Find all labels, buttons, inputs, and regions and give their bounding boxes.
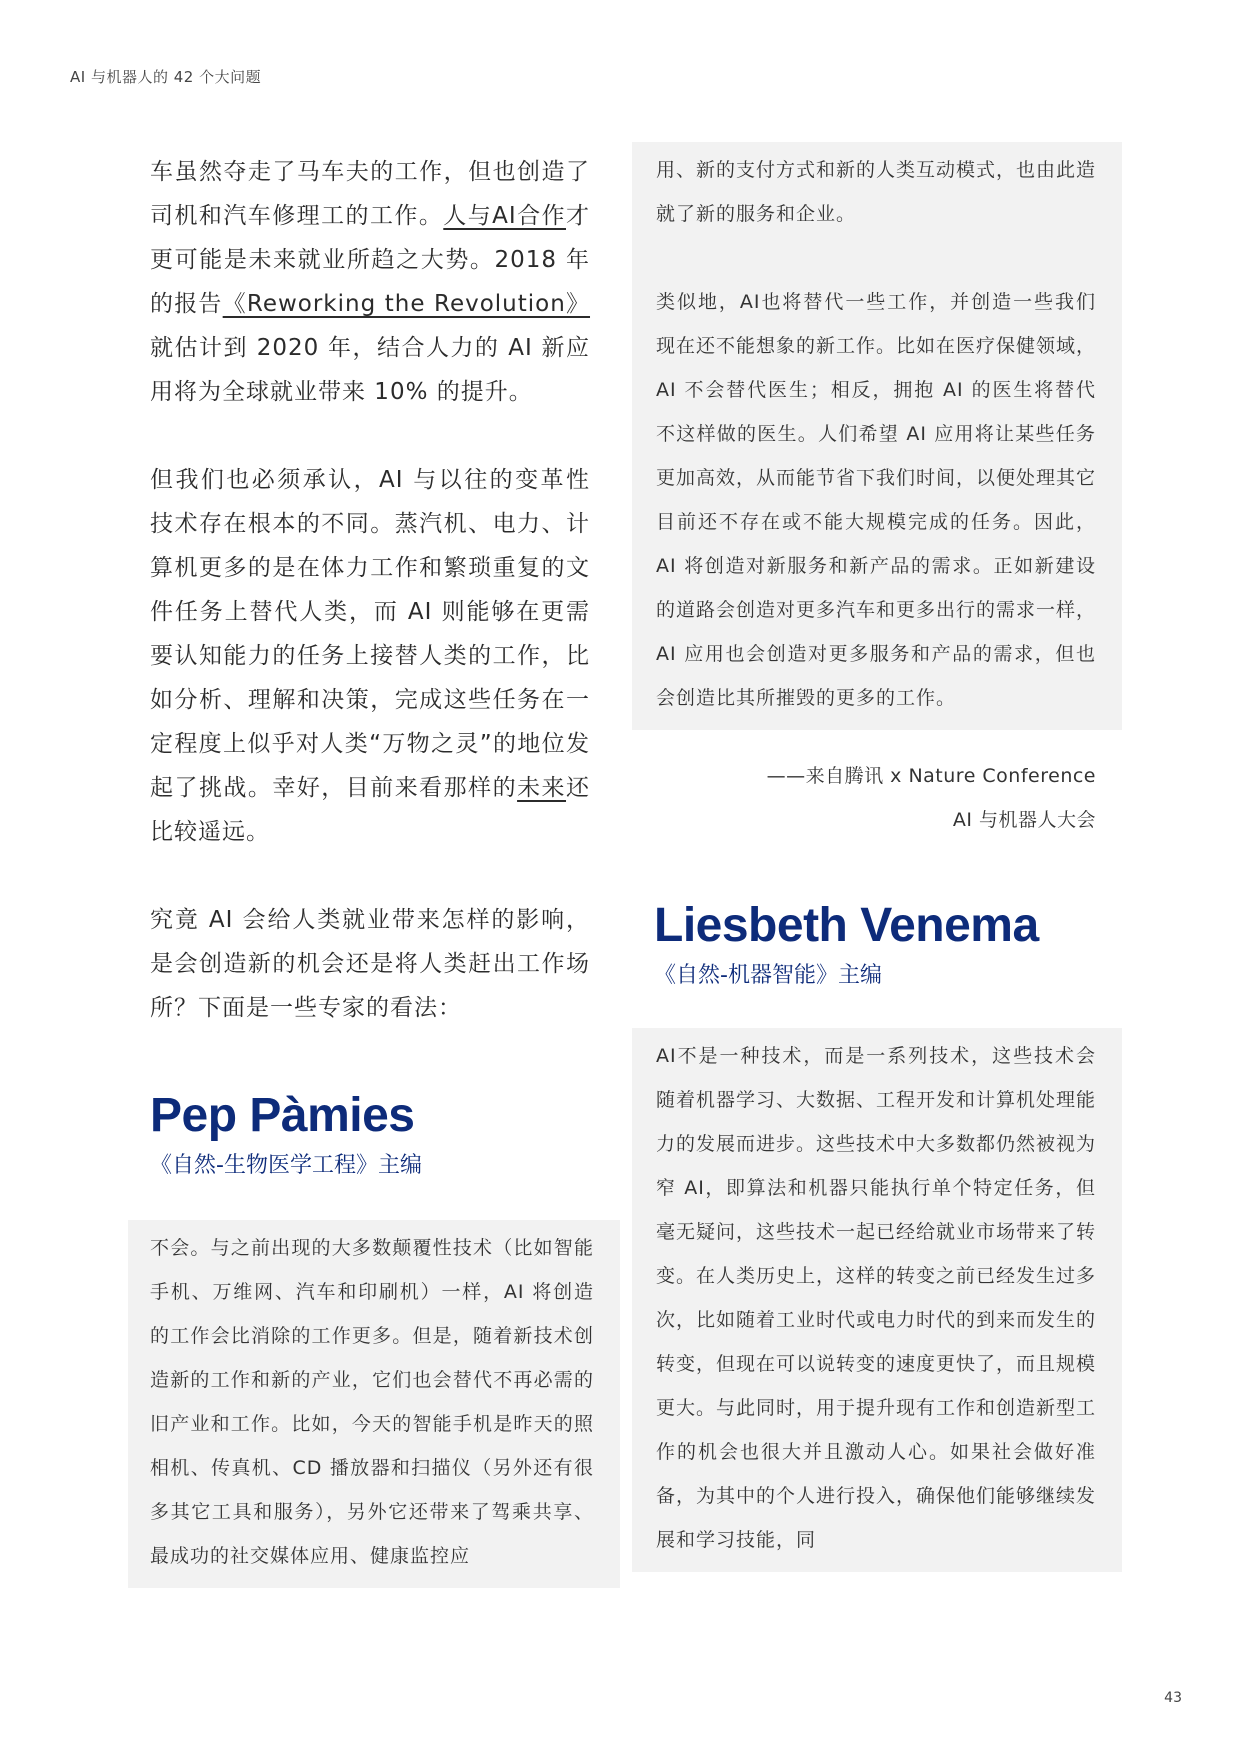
text-span: 才更可能是未来就业所趋之大势。2018 年的报告 <box>150 203 590 317</box>
quote-text: AI不是一种技术，而是一系列技术，这些技术会随着机器学习、大数据、工程开发和计算机处理能力的发展而进步。这些技术中大多数都仍然被视为窄 AI，即算法和机器只能执行单个特定任务，但毫无疑问，这些技术一起已经给就业市场带来了转变。在人类历史上，这样的转变之前已经发生过多次，比如随着工业时代或电力时代的到来而发生的转变，但现在可以说转变的速度更快了，而且规模更大。与此同时，用于提升现有工作和创造新型工作的机会也很大并且激动人心。如果社会做好准备，为其中的个人进行投入，确保他们能够继续发展和学习技能，同 <box>656 1045 1097 1551</box>
text-span: 还比较遥远。 <box>150 775 591 845</box>
body-paragraph-2 <box>150 458 590 854</box>
expert-name: Liesbeth Venema <box>654 899 1039 952</box>
quote-text: 类似地，AI也将替代一些工作，并创造一些我们现在还不能想象的新工作。比如在医疗保健领域，AI 不会替代医生；相反，拥抱 AI 的医生将替代不这样做的医生。人们希望 AI 应用将让某些任务更加高效，从而能节省下我们时间，以便处理其它目前还不存在或不能大规模完成的任务。因此，AI 将创造对新服务和新产品的需求。正如新建设的道路会创造对更多汽车和更多出行的需求一样，AI 应用也会创造对更多服务和产品的需求，但也会创造比其所摧毁的更多的工作。 <box>656 291 1097 709</box>
body-paragraph-3: 究竟 AI 会给人类就业带来怎样的影响，是会创造新的机会还是将人类赶出工作场所？下面是一些专家的看法： <box>150 907 590 1021</box>
expert-name: Pep Pàmies <box>150 1089 415 1142</box>
expert-role: 《自然-生物医学工程》主编 <box>150 1153 422 1178</box>
quote-text: 用、新的支付方式和新的人类互动模式，也由此造就了新的服务和企业。 <box>656 159 1097 225</box>
quote-text: 不会。与之前出现的大多数颠覆性技术（比如智能手机、万维网、汽车和印刷机）一样，AI 将创造的工作会比消除的工作更多。但是，随着新技术创造新的工作和新的产业，它们也会替代不再必需的旧产业和工作。比如，今天的智能手机是昨天的照相机、传真机、CD 播放器和扫描仪（另外还有很多其它工具和服务），另外它还带来了驾乘共享、最成功的社交媒体应用、健康监控应 <box>150 1237 594 1567</box>
left-column <box>150 150 594 1588</box>
expert-section-venema <box>632 898 1122 992</box>
text-span: 车虽然夺走了马车夫的工作，但也创造了司机和汽车修理工的工作。 <box>150 159 590 229</box>
text-span: 就估计到 2020 年，结合人力的 AI 新应用将为全球就业带来 10% 的提升。 <box>150 335 590 405</box>
text-span: 但我们也必须承认，AI 与以往的变革性技术存在根本的不同。蒸汽机、电力、计算机更多的是在体力工作和繁琐重复的文件任务上替代人类，而 AI 则能够在更需要认知能力的任务上接替人类的工作，比如分析、理解和决策，完成这些任务在一定程度上似乎对人类“万物之灵”的地位发起了挑战。幸好，目前来看那样的 <box>150 467 590 801</box>
expert-section-pamies <box>150 1088 590 1182</box>
quote-box-continued <box>632 142 1122 730</box>
link-future[interactable]: 未来 <box>517 775 567 801</box>
page-number: 43 <box>1164 1690 1182 1706</box>
quote-box-venema <box>632 1028 1122 1572</box>
quote-box-pamies <box>128 1220 620 1588</box>
attribution-line: ——来自腾讯 x Nature Conference <box>766 765 1096 787</box>
link-reworking-report[interactable]: 《Reworking the Revolution》 <box>222 291 591 317</box>
attribution <box>632 754 1122 842</box>
body-paragraph-1 <box>150 150 590 414</box>
attribution-line: AI 与机器人大会 <box>952 809 1096 831</box>
right-column <box>632 142 1122 1572</box>
link-human-ai-cooperation[interactable]: 人与AI合作 <box>443 203 566 229</box>
running-head: AI 与机器人的 42 个大问题 <box>70 68 262 86</box>
expert-role: 《自然-机器智能》主编 <box>654 963 882 988</box>
